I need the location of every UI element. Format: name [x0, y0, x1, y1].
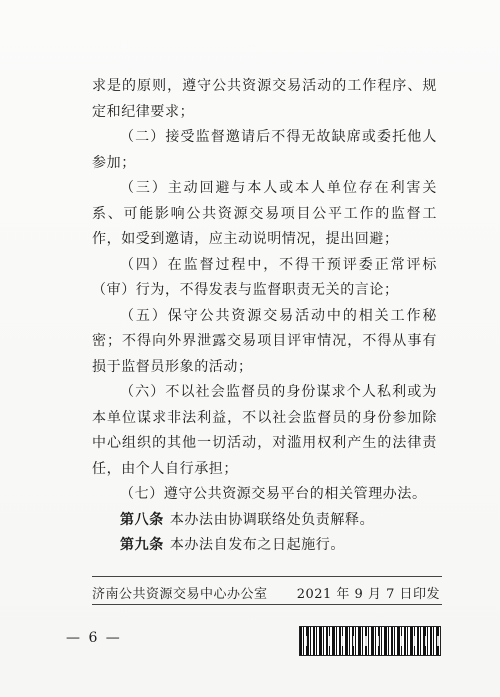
article-9-text: 本办法自发布之日起施行。 — [169, 537, 346, 553]
footer-bottom-rule — [92, 604, 442, 605]
article-8-text: 本办法由协调联络处负责解释。 — [169, 511, 375, 528]
paragraph-item-6: （六）不以社会监督员的身份谋求个人私利或为本单位谋求非法利益，不以社会监督员的身份参加除中心组织的其他一切活动，对滥用权利产生的法律责任，由个人自行承担； — [92, 384, 437, 477]
paragraph-item-4: （四）在监督过程中，不得干预评委正常评标（审）行为，不得发表与监督职责无关的言论； — [92, 256, 437, 298]
footer-top-rule — [92, 576, 442, 577]
issuing-organization: 济南公共资源交易中心办公室 — [92, 587, 268, 602]
article-9 — [92, 533, 437, 559]
paragraph-item-2: （二）接受监督邀请后不得无故缺席或委托他人参加； — [92, 129, 437, 171]
paragraph-item-3: （三）主动回避与本人或本人单位存在利害关系、可能影响公共资源交易项目公平工作的监督工作，如受到邀请，应主动说明情况，提出回避； — [92, 180, 437, 247]
article-9-heading: 第九条 — [120, 537, 164, 553]
paragraph-item-5: （五）保守公共资源交易活动中的相关工作秘密；不得向外界泄露交易项目评审情况，不得从事有损于监督员形象的活动； — [92, 307, 437, 375]
article-8-heading: 第八条 — [120, 511, 164, 528]
document-body — [92, 74, 437, 559]
page-number: — 6 — — [66, 630, 122, 646]
barcode-image — [300, 627, 440, 655]
issue-date: 2021 年 9 月 7 日印发 — [296, 587, 440, 602]
paragraph-continuation: 求是的原则，遵守公共资源交易活动的工作程序、规定和纪律要求； — [92, 78, 437, 120]
paragraph-item-7: （七）遵守公共资源交易平台的相关管理办法。 — [120, 486, 427, 502]
article-8 — [92, 508, 437, 534]
